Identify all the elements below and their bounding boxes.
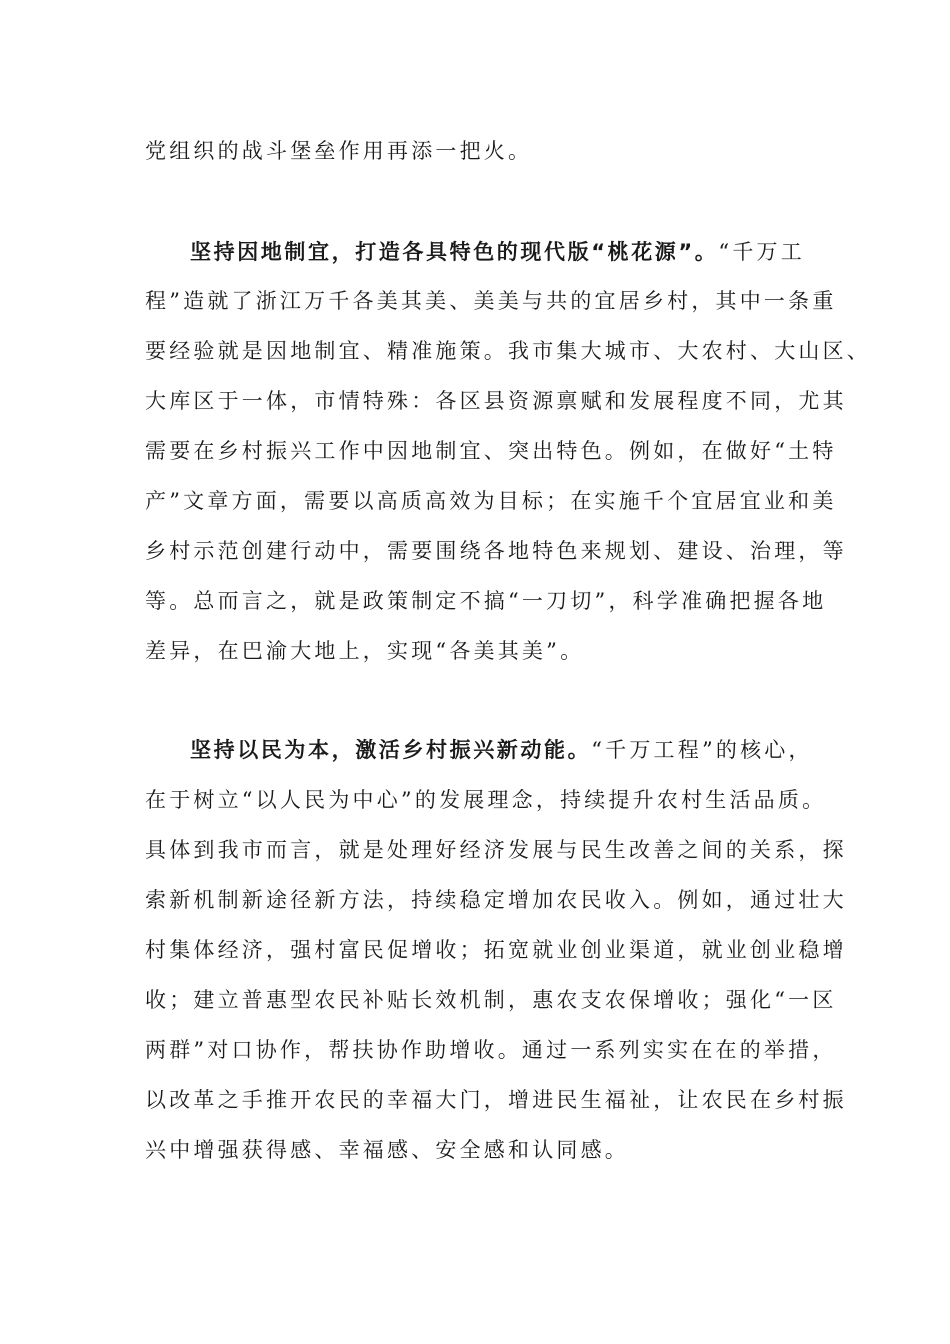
- paragraph-heading: 坚持因地制宜，打造各具特色的现代版“桃花源”。: [190, 240, 719, 264]
- paragraph-line: 在于树立“以人民为中心”的发展理念，持续提升农村生活品质。: [145, 788, 827, 812]
- paragraph-text: “千万工程”的核心，: [591, 738, 813, 762]
- paragraph-line: 索新机制新途径新方法，持续稳定增加农民收入。例如，通过壮大: [145, 888, 847, 912]
- paragraph-line: 两群”对口协作，帮扶协作助增收。通过一系列实实在在的举措，: [145, 1038, 837, 1062]
- paragraph-line: 要经验就是因地制宜、精准施策。我市集大城市、大农村、大山区、: [145, 339, 871, 363]
- paragraph-line: 等。总而言之，就是政策制定不搞“一刀切”，科学准确把握各地: [145, 589, 827, 613]
- paragraph-line: 以改革之手推开农民的幸福大门，增进民生福祉，让农民在乡村振: [145, 1088, 847, 1112]
- paragraph-text: “千万工: [718, 240, 805, 264]
- paragraph-line: 程”造就了浙江万千各美其美、美美与共的宜居乡村，其中一条重: [145, 289, 837, 313]
- paragraph-line: 需要在乡村振兴工作中因地制宜、突出特色。例如，在做好“土特: [145, 439, 837, 463]
- paragraph-line: 具体到我市而言，就是处理好经济发展与民生改善之间的关系，探: [145, 838, 847, 862]
- paragraph-line: 党组织的战斗堡垒作用再添一把火。: [145, 139, 533, 163]
- paragraph-heading: 坚持以民为本，激活乡村振兴新动能。: [190, 738, 592, 762]
- paragraph-line: 乡村示范创建行动中，需要围绕各地特色来规划、建设、治理，等: [145, 539, 847, 563]
- paragraph-first-line: [190, 736, 813, 764]
- paragraph-line: 收；建立普惠型农民补贴长效机制，惠农支农保增收；强化“一区: [145, 988, 837, 1012]
- paragraph-line: 产”文章方面，需要以高质高效为目标；在实施千个宜居宜业和美: [145, 489, 837, 513]
- paragraph-line: 差异，在巴渝大地上，实现“各美其美”。: [145, 639, 585, 663]
- paragraph-line: 大库区于一体，市情特殊：各区县资源禀赋和发展程度不同，尤其: [145, 389, 847, 413]
- paragraph-line: 村集体经济，强村富民促增收；拓宽就业创业渠道，就业创业稳增: [145, 938, 847, 962]
- paragraph-first-line: [190, 238, 805, 266]
- paragraph-line: 兴中增强获得感、幸福感、安全感和认同感。: [145, 1138, 629, 1162]
